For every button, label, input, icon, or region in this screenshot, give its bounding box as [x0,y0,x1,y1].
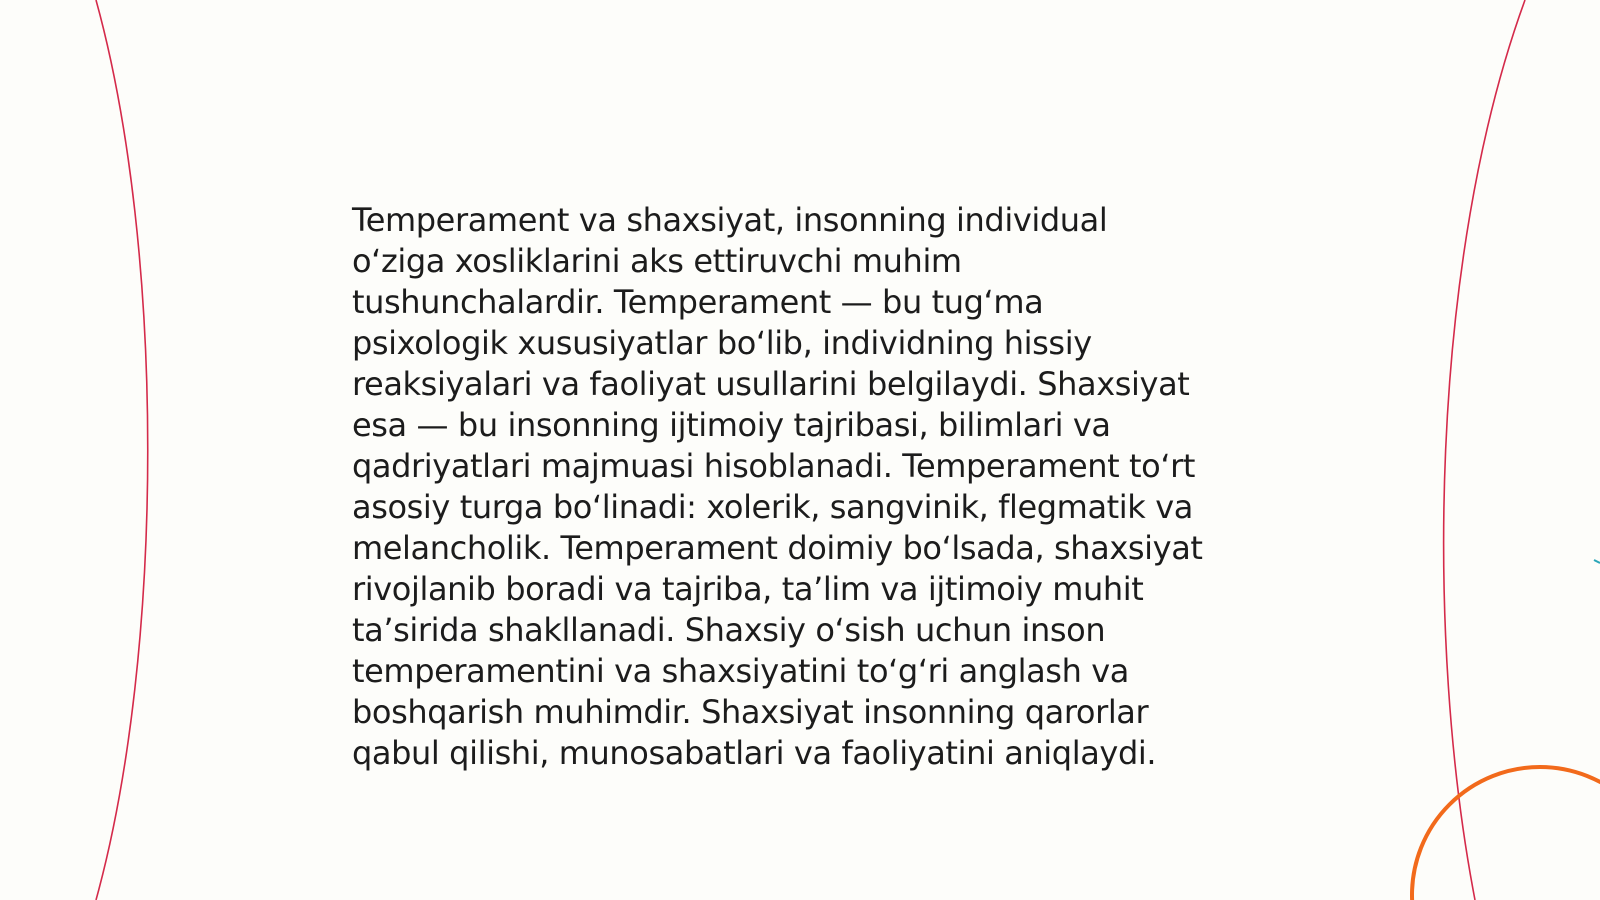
orange-decorative-circle [1412,767,1600,900]
body-text-line: asosiy turga bo‘linadi: xolerik, sangvinik, flegmatik va [352,488,1193,526]
body-text-line: ta’sirida shakllanadi. Shaxsiy o‘sish uchun inson [352,611,1106,649]
body-text-line: o‘ziga xosliklarini aks ettiruvchi muhim [352,242,962,280]
body-text-line: boshqarish muhimdir. Shaxsiyat insonning qarorlar [352,693,1149,731]
body-text-line: melancholik. Temperament doimiy bo‘lsada, shaxsiyat [352,529,1203,567]
teal-accent-mark [1594,560,1600,563]
body-text-line: qabul qilishi, munosabatlari va faoliyatini aniqlaydi. [352,734,1157,772]
body-text-line: qadriyatlari majmuasi hisoblanadi. Temperament to‘rt [352,447,1196,485]
slide-body-text [352,200,1232,774]
body-text-line: temperamentini va shaxsiyatini to‘g‘ri anglash va [352,652,1129,690]
body-text-line: tushunchalardir. Temperament — bu tug‘ma [352,283,1044,321]
right-decorative-arc [1444,0,1525,900]
body-text-line: psixologik xususiyatlar bo‘lib, individning hissiy [352,324,1092,362]
left-decorative-arc [96,0,148,900]
body-text-line: reaksiyalari va faoliyat usullarini belgilaydi. Shaxsiyat [352,365,1190,403]
body-text-line: rivojlanib boradi va tajriba, ta’lim va ijtimoiy muhit [352,570,1144,608]
body-text-line: esa — bu insonning ijtimoiy tajribasi, bilimlari va [352,406,1111,444]
body-text-line: Temperament va shaxsiyat, insonning individual [352,201,1108,239]
